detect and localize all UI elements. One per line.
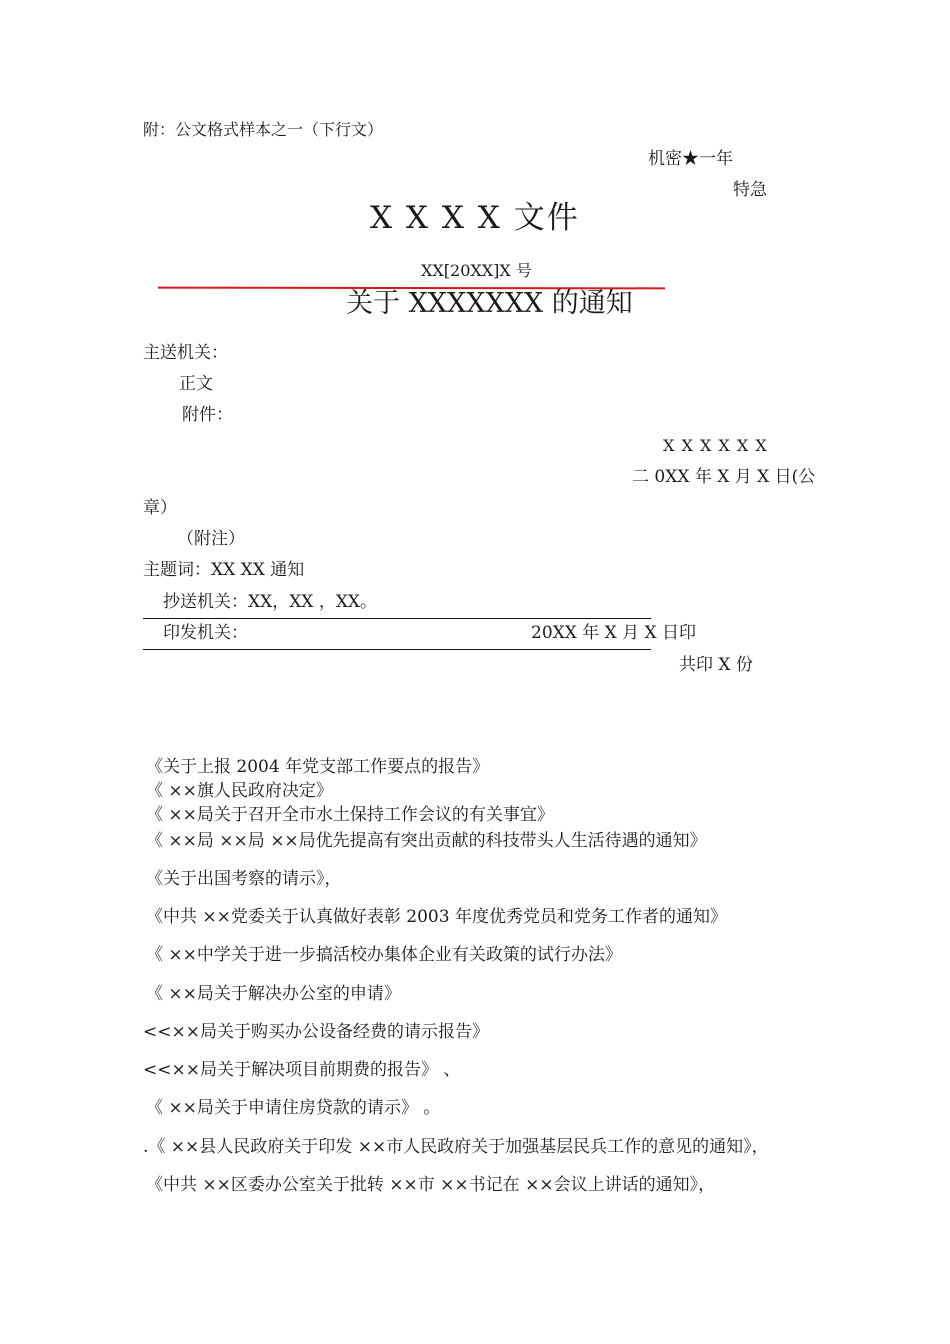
list-item: 《中共 ××党委关于认真做好表彰 2003 年度优秀党员和党务工作者的通知》: [146, 907, 727, 927]
list-item: 《中共 ××区委办公室关于批转 ××市 ××书记在 ××会议上讲话的通知》，: [146, 1175, 716, 1195]
main-recipient: 主送机关：: [143, 343, 228, 363]
list-item: 《 ××局关于申请住房贷款的请示》 。: [146, 1098, 441, 1118]
attachment-note: 附：公文格式样本之一（下行文）: [143, 120, 384, 139]
list-item: 《 ××局关于解决办公室的申请》: [146, 984, 401, 1004]
list-item: <<××局关于解决项目前期费的报告》 、: [143, 1060, 461, 1080]
list-item: 《关于上报 2004 年党支部工作要点的报告》: [146, 757, 490, 777]
document-title: X X X X 文件: [370, 200, 580, 236]
body-text: 正文: [179, 374, 213, 394]
subject-title: 关于 XXXXXXX 的通知: [346, 288, 633, 319]
copy-count: 共印 X 份: [679, 655, 753, 675]
list-item: .《 ××县人民政府关于印发 ××市人民政府关于加强基层民兵工作的意见的通知》，: [143, 1137, 769, 1157]
list-item: 《 ××局关于召开全市水土保持工作会议的有关事宜》: [146, 805, 554, 825]
print-date: 20XX 年 X 月 X 日印: [531, 623, 697, 643]
urgency-level: 特急: [733, 180, 767, 200]
secrecy-level: 机密★一年: [648, 149, 733, 169]
printing-authority: 印发机关：: [163, 623, 248, 643]
date-seal: 二 0XX 年 X 月 X 日(公: [632, 467, 816, 487]
cc-line: 抄送机关：XX，XX ，XX。: [163, 592, 378, 612]
list-item: <<××局关于购买办公设备经费的请示报告》: [143, 1022, 489, 1042]
list-item: 《 ××中学关于进一步搞活校办集体企业有关政策的试行办法》: [146, 945, 622, 965]
list-item: 《 ××局 ××局 ××局优先提高有突出贡献的科技带头人生活待遇的通知》: [146, 831, 707, 851]
keywords-line: 主题词：XX XX 通知: [143, 560, 305, 580]
annotation-note: （附注）: [177, 529, 245, 549]
date-seal-continued: 章）: [143, 498, 177, 518]
list-item: 《 ××旗人民政府决定》: [146, 781, 333, 801]
top-rule: [143, 618, 651, 619]
attachment-label: 附件：: [182, 405, 233, 425]
document-number: XX[20XX]X 号: [421, 261, 532, 280]
list-item: 《关于出国考察的请示》，: [146, 869, 342, 889]
bottom-rule: [143, 649, 651, 650]
issuing-authority: X X X X X X: [663, 436, 768, 455]
